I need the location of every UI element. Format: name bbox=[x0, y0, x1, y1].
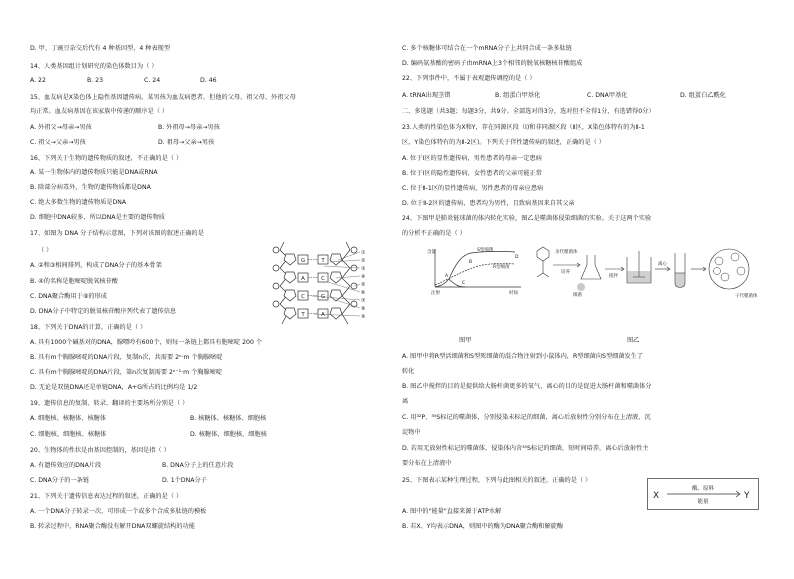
q20-option-b: B. DNA分子上的任意片段 bbox=[162, 462, 234, 469]
q23-stem-line2: 区，Y染色体特有的为Ⅱ-2区)。下列关于伴性遗传病的叙述，正确的是（ ） bbox=[402, 139, 605, 146]
dna-structure-figure bbox=[266, 238, 370, 332]
dna-label-5: ⑤ bbox=[361, 282, 366, 288]
dna-label-7: ⑦ bbox=[361, 298, 366, 304]
q13-option-d: D. 甲、丁豌豆杂交后代有 4 种基因型，4 种表现型 bbox=[30, 45, 171, 52]
q16-option-d: D. 细胞中DNA较多，所以DNA是主要的遗传物质 bbox=[30, 214, 165, 221]
q19-option-c: C. 细胞核、细胞核、核糖体 bbox=[30, 431, 107, 438]
q24-option-d-line1: D. 若用无放射性标记的噬菌体，侵染体内含³⁵S标记的细菌，短时间培养，离心后放射性主 bbox=[402, 445, 649, 452]
dna-label-4: ④ bbox=[361, 274, 366, 280]
q24-option-c-line2: 淀物中 bbox=[402, 429, 421, 436]
q19-option-b: B. 核糖体、核糖体、细胞核 bbox=[190, 415, 267, 422]
q23-stem-line1: 23.人类的性染色体为X和Y，存在同源区段（Ⅰ)和非同源区段（Ⅱ区，X染色体特有的为Ⅱ-1 bbox=[402, 124, 645, 131]
phage-label-centrifuge: 离心 bbox=[658, 262, 667, 267]
q22-option-b: B. 组蛋白甲基化 bbox=[495, 92, 541, 99]
q25-option-b: B. 若X、Y均表示DNA，则图中的酶为DNA聚合酶和解旋酶 bbox=[402, 523, 564, 530]
q22-option-c: C. DNA甲基化 bbox=[587, 92, 628, 99]
dna-label-8: ⑧ bbox=[361, 306, 366, 312]
q17-stem: 17、如图为 DNA 分子结构示意图，下列对该图的叙述正确的是 bbox=[30, 230, 204, 237]
q17-paren: （ ） bbox=[38, 247, 53, 254]
figure-jia-caption: 图甲 bbox=[459, 337, 472, 344]
q19-option-d: D. 核糖体、细胞核、细胞核 bbox=[190, 431, 267, 438]
q15-option-a: A. 外祖父→母亲→男孩 bbox=[30, 124, 92, 131]
q18-stem: 18、下列关于DNA的计算，正确的是（ ） bbox=[30, 324, 147, 331]
dna-label-3: ③ bbox=[361, 266, 366, 272]
q22-option-a: A. tRNA出现茎错 bbox=[402, 92, 451, 99]
q24-option-c-line1: C. 用³²P、³⁵S标记的噬菌体，分别侵染未标记的细菌，离心后放射性分别分布在上清液、沉 bbox=[402, 414, 651, 421]
q15-stem-line1: 15、血友病是X染色体上隐性基因遗传病。某男孩为血友病患者，但他的父母、祖父母、外祖父母 bbox=[30, 94, 296, 101]
q16-option-a: A. 某一生物体内的遗传物质只能是DNA或RNA bbox=[30, 169, 158, 176]
right-column bbox=[397, 0, 794, 579]
q24-option-d-line2: 要分布在上清液中 bbox=[402, 460, 452, 467]
process-figure bbox=[647, 478, 759, 510]
q20-option-c: C. DNA分子的一条链 bbox=[30, 477, 90, 484]
q24-option-a-line2: 转化 bbox=[402, 368, 415, 375]
q23-option-c: C. 位于Ⅱ-1区的显性遗传病，男性患者的母亲应患病 bbox=[402, 185, 544, 192]
q15-option-c: C. 祖父→父亲→男孩 bbox=[30, 139, 86, 146]
q20-option-d: D. 1个DNA分子 bbox=[162, 477, 207, 484]
section-2-heading: 二、多选题（共3题；每题3分，共9分。全部选对得3分，选对但不全得1分，有选错得0分） bbox=[402, 108, 655, 115]
q17-option-b: B. ④的名称是胞嘧啶脱氧核苷酸 bbox=[30, 278, 118, 285]
q20-stem: 20、生物体的性状是由基因控制的，基因是指（ ） bbox=[30, 447, 170, 454]
q15-option-d: D. 祖母→父亲→男孩 bbox=[158, 139, 215, 146]
q14-option-d: D. 46 bbox=[200, 77, 217, 84]
q24-option-a-line1: A. 图甲中将R型活细菌和S型死细菌的混合物注射到小鼠体内，R型细菌向S型细菌发生了 bbox=[402, 353, 644, 360]
q18-option-c: C. 具有m个胸腺嘧啶的DNA片段，第n次复制需要 2ⁿ⁻¹·m 个胸腺嘧啶 bbox=[30, 369, 223, 376]
q14-option-a: A. 22 bbox=[30, 77, 46, 84]
phage-label-culture: 培养 bbox=[561, 270, 570, 275]
graph-x-label: 时间 bbox=[509, 291, 518, 296]
q15-option-b: B. 外祖母→母亲→男孩 bbox=[158, 124, 220, 131]
q24-stem-line1: 24、下图甲是肺炎链球菌的体内转化实验，图乙是噬菌体侵染细菌的实验。关于这两个实验 bbox=[402, 215, 652, 222]
dna-label-9: ⑨ bbox=[361, 314, 366, 320]
dna-left-base-4: T bbox=[301, 312, 305, 318]
q25-stem: 25、下图表示某种生理过程，下列与此图相关的叙述，正确的是（ ） bbox=[402, 477, 592, 484]
q18-option-b: B. 具有m个胸腺嘧啶的DNA片段，复制n次，共需要 2ⁿ·m 个胸腺嘧啶 bbox=[30, 354, 223, 361]
q14-option-b: B. 23 bbox=[87, 77, 104, 84]
q19-stem: 19、遗传信息的复制、转录、翻译的主要场所分别是（ ） bbox=[30, 400, 189, 407]
q17-option-a: A. ②和③相间排列，构成了DNA分子的基本骨架 bbox=[30, 262, 162, 269]
q15-stem-line2: 均正常。血友病基因在该家族中传递的顺序是（ ） bbox=[30, 108, 169, 115]
phage-label-offspring: 子代噬菌体 bbox=[735, 294, 758, 299]
dna-label-2: ② bbox=[361, 258, 366, 264]
q21-option-a: A. 一个DNA分子转录一次，可形成一个或多个合成多肽链的模板 bbox=[30, 508, 207, 515]
q16-stem: 16、下列关于生物的遗传物质的叙述，不正确的是（ ） bbox=[30, 155, 183, 162]
graph-s-label: S型细菌 bbox=[477, 248, 494, 253]
process-x: X bbox=[653, 491, 660, 501]
q16-option-b: B. 除部分病毒外，生物的遗传物质都是DNA bbox=[30, 184, 151, 191]
q18-option-d: D. 无论是双链DNA还是单链DNA，A+G所占的比例均是 1/2 bbox=[30, 384, 198, 391]
q20-option-a: A. 有遗传效应的DNA片段 bbox=[30, 462, 102, 469]
left-column bbox=[0, 0, 380, 579]
q21-option-b: B. 转录过程中，RNA聚合酶没有解开DNA双螺旋结构的功能 bbox=[30, 523, 195, 530]
q23-option-b: B. 位于Ⅰ区的隐性遗传病，女性患者的父亲可能正常 bbox=[402, 170, 542, 177]
phage-label-parent: 亲代噬菌体 bbox=[555, 250, 578, 255]
figure-jia-graph bbox=[425, 245, 527, 297]
dna-label-6: ⑥ bbox=[361, 290, 366, 296]
q17-option-d: D. DNA分子中特定的脱氧核苷酸序列代表了遗传信息 bbox=[30, 308, 177, 315]
graph-point-c: C bbox=[462, 281, 466, 286]
figure-yi-caption: 图乙 bbox=[627, 337, 640, 344]
dna-right-base-2: C bbox=[321, 276, 325, 282]
dna-left-base-1: G bbox=[300, 258, 306, 264]
q23-option-a: A. 位于Ⅰ区的显性遗传病，男性患者的母亲一定患病 bbox=[402, 155, 542, 162]
q25-option-a: A. 图中的"能量"直接来源于ATP水解 bbox=[402, 508, 502, 515]
process-bottom-label: 能量 bbox=[697, 499, 709, 505]
q24-option-b-line1: B. 图乙中搅拌的目的是提供给大肠杆菌更多的氧气，离心的目的是促进大肠杆菌和噬菌体分 bbox=[402, 383, 652, 390]
dna-left-base-2: A bbox=[301, 276, 305, 282]
q17-option-c: C. DNA聚合酶用于⑨的形成 bbox=[30, 293, 107, 300]
graph-origin-label: 注射 bbox=[431, 291, 440, 296]
graph-point-a: A bbox=[445, 274, 449, 279]
graph-point-d: D bbox=[515, 255, 519, 260]
q14-option-c: C. 24 bbox=[144, 77, 161, 84]
dna-right-base-4: A bbox=[321, 312, 325, 318]
q14-stem: 14、人类基因组计划研究的染色体数目为（ ） bbox=[30, 63, 158, 70]
dna-right-base-1: T bbox=[321, 258, 325, 264]
phage-label-bacteria: 细菌 bbox=[573, 293, 582, 298]
dna-left-base-3: C bbox=[301, 294, 305, 300]
figure-yi-phage-experiment bbox=[529, 243, 774, 301]
phage-label-stir: 搅拌 bbox=[609, 274, 618, 279]
graph-point-b: B bbox=[469, 260, 473, 265]
q21-option-c: C. 多个核糖体可结合在一个mRNA分子上共同合成一条多肽链 bbox=[402, 45, 572, 52]
process-y: Y bbox=[744, 491, 750, 501]
process-top-label: 酶、原料 bbox=[691, 486, 715, 492]
q21-stem: 21、下列关于遗传信息表达过程的叙述，正确的是（ ） bbox=[30, 493, 183, 500]
q21-option-d: D. 编码氨基酸的密码子由mRNA上3个相邻的脱氧核糖核苷酸组成 bbox=[402, 60, 583, 67]
q19-option-a: A. 细胞核、核糖体、核糖体 bbox=[30, 415, 107, 422]
q16-option-c: C. 绝大多数生物的遗传物质是DNA bbox=[30, 199, 127, 206]
q22-stem: 22、下列事件中，不属于表观遗传调控的是（ ） bbox=[402, 75, 536, 82]
q22-option-d: D. 组蛋白乙酰化 bbox=[680, 92, 726, 99]
graph-r-label: R型细菌 bbox=[493, 265, 510, 270]
q23-option-d: D. 位于Ⅱ-2区的遗传病，患者均为男性，且致病基因来自其父亲 bbox=[402, 200, 575, 207]
q24-option-b-line2: 离 bbox=[402, 398, 409, 405]
dna-label-1: ① bbox=[361, 250, 366, 256]
q24-stem-line2: 的分析不正确的是（ ） bbox=[402, 230, 466, 237]
q18-option-a: A. 具有1000个碱基对的DNA，腺嘌呤有600个，则每一条链上都具有胞嘧啶 200 个 bbox=[30, 339, 263, 346]
graph-y-label: 含量 bbox=[427, 250, 436, 255]
